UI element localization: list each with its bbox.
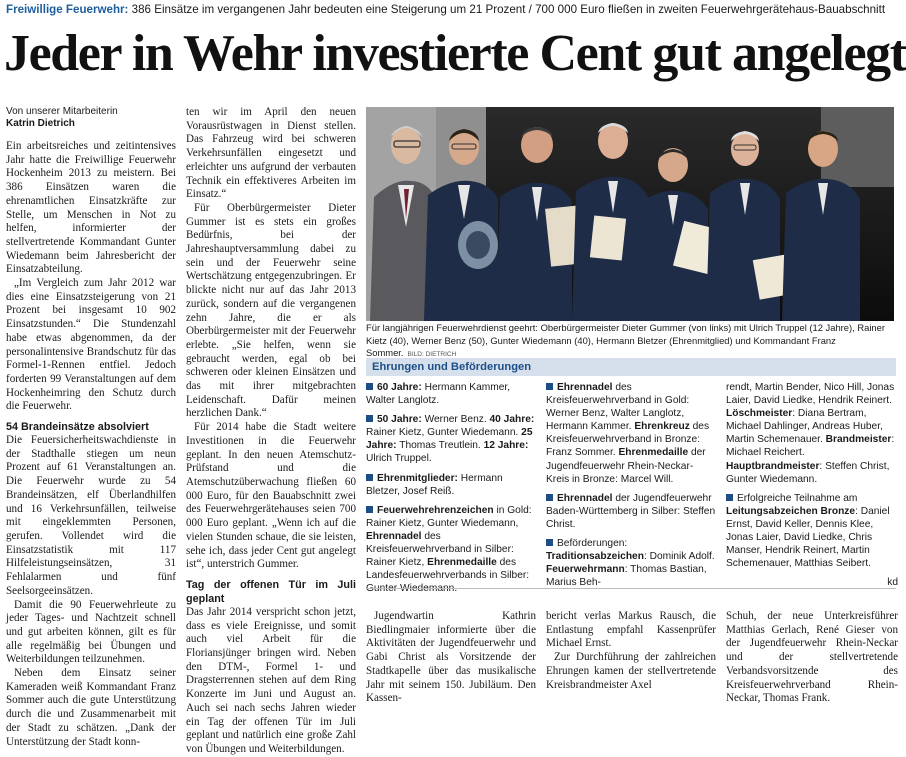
paragraph: Für 2014 habe die Stadt weitere Investitionen in die Feuerwehr geplant. In den neuen Atemschutz-Prüfstand und die Atemschutzüberwachung fließen 60 000 Euro, für den Bauabschnitt zwei des Feuerwehrgerätehauses seien 700 000 Euro geplant. „Wenn ich auf die vielen Stunden schaue, die sie leisten, sehe ich, dass jeder Cent gut angelegt ist“, unterstrich Gummer. bbox=[186, 421, 356, 571]
honor-text: Rainer Kietz, Gunter Wiedemann. bbox=[366, 427, 522, 439]
divider bbox=[366, 588, 896, 589]
list-item bbox=[366, 413, 536, 465]
honor-text: : Diana Bertram, Michael Dahlinger, Andreas Huber, Martin Schemenauer. bbox=[726, 408, 883, 446]
honor-label: Brandmeister bbox=[825, 434, 892, 446]
list-item bbox=[366, 381, 536, 407]
bullet-square-icon bbox=[366, 415, 373, 422]
paragraph: bericht verlas Markus Rausch, die Entlastung empfahl Kassenprüfer Michael Ernst. bbox=[546, 610, 716, 650]
photo-caption bbox=[366, 322, 896, 362]
paragraph: Neben dem Einsatz seiner Kameraden weiß Kommandant Franz Sommer auch die gute Unterstützung durch die und Zusammenarbeit mit der Stadt zu schätzen. „Dank der Unterstützung der Stadt konn- bbox=[6, 667, 176, 748]
honor-label: 25 Jahre: bbox=[366, 427, 533, 452]
honor-label: Ehrenmedaille bbox=[427, 557, 497, 569]
honor-label: 40 Jahre: bbox=[489, 414, 535, 426]
paragraph: Für Oberbürgermeister Dieter Gummer ist es stets ein großes Bedürfnis, bei der Jahreshauptversammlung dabei zu sein und der Feuerwehr seine Wertschätzung entgegenzubringen. Er blickte nicht nur auf das Jahr 2013 zurück, sondern auf die vergangenen zehn Jahre, die er als Oberbürgermeister mit der Feuerwehr erlebte. „Sie helfen, wenn sie gebraucht werden, egal ob bei schweren oder kleinen Einsätzen und das mit ihrer mitgebrachten Leidenschaft. Dafür meinen herzlichen Dank.“ bbox=[186, 201, 356, 420]
honor-text: : Dominik Adolf. bbox=[643, 551, 715, 563]
honor-label: Ehrenkreuz bbox=[634, 421, 690, 433]
article-column-1 bbox=[6, 106, 176, 748]
subheading: Tag der offenen Tür im Juli geplant bbox=[186, 578, 356, 605]
honors-column-3 bbox=[726, 381, 898, 589]
honor-text: : Thomas Bastian, Marius Beh- bbox=[546, 564, 707, 589]
paragraph: Schuh, der neue Unterkreisführer Matthias Gerlach, René Gieser von der Jugendfeuerwehr Rhein-Neckar und der stellvertretende Verbandsvorsitzende des Kreisfeuerwehrverband Rhein-Neckar, Thomas Frank. bbox=[726, 610, 898, 705]
honor-label: Feuerwehrmann bbox=[546, 564, 625, 576]
author-initials: kd bbox=[887, 577, 898, 589]
honor-label: Feuerwehrehrenzeichen bbox=[377, 504, 494, 516]
headline: Jeder in Wehr investierte Cent gut angelegt bbox=[4, 25, 906, 82]
list-item bbox=[726, 492, 898, 571]
article-column-2 bbox=[186, 106, 356, 755]
honor-text: des Kreisfeuerwehrverband in Silber: Rainer Kietz, bbox=[366, 530, 514, 569]
honor-label: Ehrenmitglieder: bbox=[377, 472, 458, 484]
honor-text: : Daniel Ernst, David Keller, Dennis Klee, Jonas Laier, David Liedke, Chris Manser, Hendrik Reinert, Martin Schemenauer, Matthias Seibert. bbox=[726, 505, 890, 570]
byline-intro: Von unserer Mitarbeiterin bbox=[6, 106, 118, 117]
honor-label: Ehrennadel bbox=[557, 382, 613, 393]
paragraph: ten wir im April den neuen Vorausrüstwagen in Dienst stellen. Das Fahrzeug wird bei schweren Verkehrsunfällen eingesetzt und erleichter uns aufgrund der verbauten Technik ein effektiveres Arbeiten im Einsatz.“ bbox=[186, 106, 356, 201]
bullet-square-icon bbox=[726, 494, 733, 501]
honor-text: des Landesfeuerwehrverbands in Silber: bbox=[366, 557, 530, 582]
subheading: 54 Brandeinsätze absolviert bbox=[6, 421, 149, 434]
list-item bbox=[366, 504, 536, 596]
honor-label: Ehrennadel bbox=[366, 530, 422, 542]
paragraph: Damit die 90 Feuerwehrleute zu jeder Tages- und Nachtzeit schnell und gut arbeiten können, gilt es für alle regelmäßig bei Übungen und Weiterbildungen teilzunehmen. bbox=[6, 598, 176, 666]
honor-text: Beförderungen: bbox=[557, 538, 628, 550]
honor-text: der Jugendfeuerwehr Baden-Württemberg in Silber: Steffen Christ. bbox=[546, 492, 716, 530]
honor-text: rendt, Martin Bender, Nico Hill, Jonas Laier, David Liedke, Hendrik Reinert. bbox=[726, 382, 895, 407]
honors-column-1 bbox=[366, 381, 536, 586]
kicker-line bbox=[6, 3, 896, 16]
paragraph: Die Feuersicherheitswachdienste in der Stadthalle stiegen um neun Prozent auf 61 Veranstaltungen an. Die Feuerwehr wurde zu 54 Brandeinsätzen, elf Überlandhilfen und 16 Verkehrsunfällen, teilweise mit eingeklemmten Personen, gerufen. Vollendet wird die Einsatzstatistik mit 117 Hilfeleistungseinsätzen, 31 Fehlalarmen und fünf Seelsorgeeinsätzen. bbox=[6, 434, 176, 597]
honor-text: : Michael Reichert. bbox=[726, 434, 895, 459]
honor-label: Leitungsabzeichen Bronze bbox=[726, 505, 856, 517]
photo-credit: BILD: DIETRICH bbox=[407, 351, 457, 359]
honor-label: 12 Jahre: bbox=[483, 440, 529, 452]
honor-text: Hermann Bletzer, Josef Reiß. bbox=[366, 472, 503, 497]
list-item bbox=[726, 381, 898, 486]
kicker-lead: Freiwillige Feuerwehr: bbox=[6, 3, 129, 16]
honor-label: Traditionsabzeichen bbox=[546, 551, 644, 563]
honor-text: Hermann Kammer, Walter Langlotz. bbox=[366, 382, 511, 407]
honor-text: der Jugendfeuerwehr Rhein-Neckar- Kreis in Bronze: Marcel Will. bbox=[546, 447, 706, 485]
honor-text: Thomas Treutlein. bbox=[396, 440, 484, 452]
paragraph: Jugendwartin Kathrin Biedlingmaier informierte über die Aktivitäten der Jugendfeuerwehr und Gabi Christ als Vorsitzende der Stadtkapelle über das musikalische Jahr mit seinem 150. Jubiläum. Den Kassen- bbox=[366, 610, 536, 705]
paragraph: Das Jahr 2014 verspricht schon jetzt, dass es viele Ereignisse, und somit auch viel Arbeit für die Floriansjünger bringen wird. Neben den DTM-, Formel 1- und Dragsterrennen stehen auf dem Ring Konzerte im Juni und August an. Auch sei nach sechs Jahren wieder ein Tag der offenen Tür im Juli geplant und natürlich eine große Zahl von Übungen und Weiterbildungen. bbox=[186, 605, 356, 755]
article-column-3 bbox=[366, 610, 536, 705]
honor-text: Ulrich Truppel. bbox=[366, 453, 432, 465]
honor-text: Erfolgreiche Teilnahme am bbox=[737, 492, 858, 504]
honors-column-2 bbox=[546, 381, 716, 589]
photo-illustration bbox=[366, 107, 894, 321]
article-column-4 bbox=[546, 610, 716, 694]
list-item bbox=[546, 537, 716, 589]
byline bbox=[6, 106, 176, 130]
honor-label: Ehrenmedaille bbox=[618, 447, 689, 459]
list-item bbox=[546, 492, 716, 531]
list-item bbox=[546, 381, 716, 486]
bullet-square-icon bbox=[546, 383, 553, 390]
honor-label: 50 Jahre: bbox=[377, 414, 422, 426]
bullet-square-icon bbox=[546, 539, 553, 546]
bullet-square-icon bbox=[366, 383, 373, 390]
honor-label: Ehrennadel bbox=[557, 492, 613, 504]
list-item bbox=[366, 472, 536, 498]
paragraph: Zur Durchführung der zahlreichen Ehrungen kamen der stellvertretende Kreisbrandmeister Axel bbox=[546, 651, 716, 691]
byline-author: Katrin Dietrich bbox=[6, 118, 75, 129]
honor-text: in Gold: Rainer Kietz, Gunter Wiedemann, bbox=[366, 504, 532, 529]
honor-text: Werner Benz. bbox=[421, 414, 490, 426]
paragraph: Ein arbeitsreiches und zeitintensives Jahr hatte die Freiwillige Feuerwehr Hockenheim 2013 zu meistern. Bei 386 Einsätzen waren die ehrenamtlichen Einsatzkräfte zur Stelle, um Menschen in Not zu helfen, informierter der stellvertretende Kommandant Gunter Wiedemann beim Jahresbericht der Einsatzabteilung. bbox=[6, 140, 176, 276]
honor-label: Löschmeister bbox=[726, 408, 793, 420]
bullet-square-icon bbox=[546, 494, 553, 501]
paragraph: „Im Vergleich zum Jahr 2012 war dies eine Einsatzsteigerung von 21 Prozent bei insgesamt 10 902 Einsatzstunden.“ Die Stundenzahl habe etwas abgenommen, da der personalintensive Brandschutz für das Formel-1-Rennen entfiel. Jedoch forderten 99 Veranstaltungen auf dem Hockenheimring den Schutz durch die Feuerwehr. bbox=[6, 277, 176, 413]
article-column-5 bbox=[726, 610, 898, 705]
caption-text: Für langjährigen Feuerwehrdienst geehrt: Oberbürgermeister Dieter Gummer (von links) mit Ulrich Truppel (12 Jahre), Rainer Kietz (40), Werner Benz (50), Gunter Wiedemann (40), Hermann Bletzer (Ehrenmitglied) und Kommandant Franz Sommer. bbox=[366, 322, 885, 359]
honor-label: 60 Jahre: bbox=[377, 382, 422, 393]
kicker-text: 386 Einsätze im vergangenen Jahr bedeuten eine Steigerung um 21 Prozent / 700 000 Euro fließen in zweiten Feuerwehrgerätehaus-Bauabschnitt bbox=[128, 3, 886, 16]
group-photo bbox=[366, 107, 894, 321]
honor-text: des Kreisfeuerwehrverband in Bronze: Franz Sommer. bbox=[546, 421, 710, 459]
bullet-square-icon bbox=[366, 474, 373, 481]
bullet-square-icon bbox=[366, 506, 373, 513]
honor-text: des Kreisfeuerwehrverband in Gold: Werner Benz, Walter Langlotz, Hermann Kammer. bbox=[546, 382, 690, 433]
honor-text: : Steffen Christ, Gunter Wiedemann. bbox=[726, 460, 890, 485]
honors-box-title: Ehrungen und Beförderungen bbox=[366, 358, 896, 376]
honor-label: Hauptbrandmeister bbox=[726, 460, 820, 472]
